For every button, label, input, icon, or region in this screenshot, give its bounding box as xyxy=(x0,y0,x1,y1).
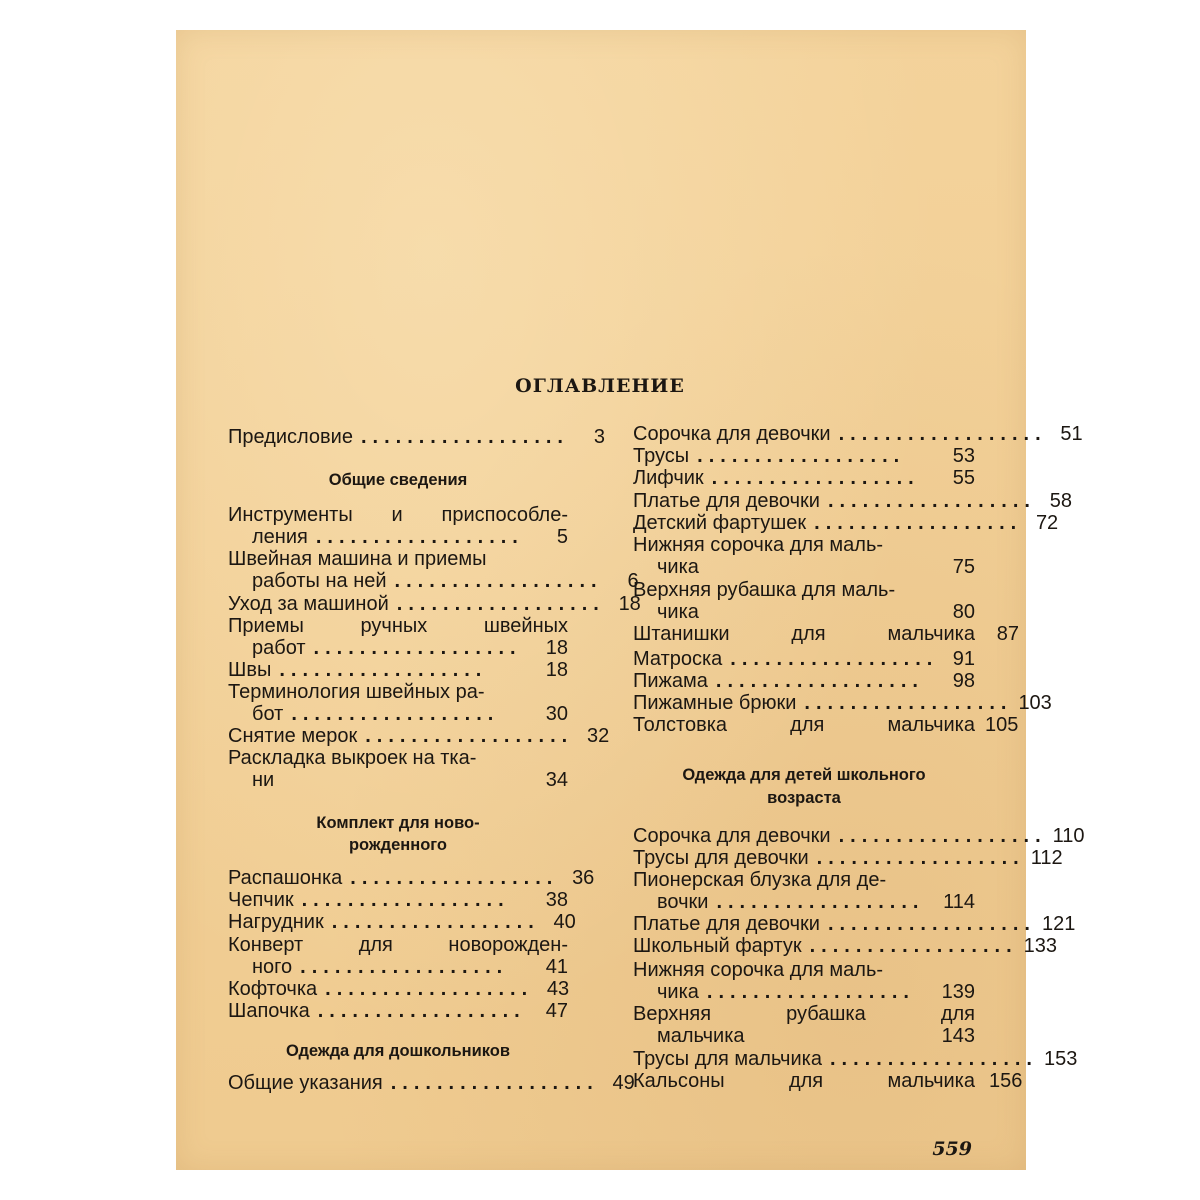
toc-entry: Сорочка для девочки .................. 51 xyxy=(633,423,1083,445)
toc-entry: Школьный фартук .................. 133 xyxy=(633,935,1058,957)
toc-entry: Верхняя рубашка для маль- xyxy=(633,579,896,601)
toc-entry: Инструменты и приспособле- xyxy=(228,504,568,526)
toc-heading: ОГЛАВЛЕНИЕ xyxy=(515,375,685,397)
toc-entry: Платье для девочки .................. 58 xyxy=(633,490,1072,512)
toc-entry: Детский фартушек .................. 72 xyxy=(633,512,1059,534)
toc-entry: Верхняя рубашка для xyxy=(633,1003,975,1025)
toc-entry: Трусы для мальчика .................. 153 xyxy=(633,1048,1078,1070)
toc-entry-cont: ни 34 xyxy=(252,769,568,791)
section-heading: Одежда для детей школьного xyxy=(682,766,926,784)
section-heading: Комплект для ново- xyxy=(316,814,480,832)
section-heading: Одежда для дошкольников xyxy=(286,1042,510,1060)
toc-entry-cont: ления .................. 5 xyxy=(252,526,568,548)
toc-entry: Трусы для девочки .................. 112 xyxy=(633,847,1063,869)
toc-entry-cont: бот .................. 30 xyxy=(252,703,568,725)
toc-entry: Швы .................. 18 xyxy=(228,659,568,681)
toc-entry: Терминология швейных ра- xyxy=(228,681,485,703)
toc-entry-cont: ного .................. 41 xyxy=(252,956,568,978)
toc-entry: Лифчик .................. 55 xyxy=(633,467,975,489)
toc-entry-cont: мальчика 143 xyxy=(657,1025,975,1047)
toc-entry-cont: чика 75 xyxy=(657,556,975,578)
toc-entry: Общие указания .................. 49 xyxy=(228,1072,635,1094)
toc-entry: Толстовка для мальчика 105 xyxy=(633,714,1019,736)
toc-entry: Пижамные брюки .................. 103 xyxy=(633,692,1052,714)
toc-entry: Трусы .................. 53 xyxy=(633,445,975,467)
toc-entry: Раскладка выкроек на тка- xyxy=(228,747,477,769)
toc-entry: Нижняя сорочка для маль- xyxy=(633,959,884,981)
toc-entry: Чепчик .................. 38 xyxy=(228,889,568,911)
toc-entry: Уход за машиной .................. 18 xyxy=(228,593,641,615)
toc-entry-cont: чика 80 xyxy=(657,601,975,623)
toc-entry: Шапочка .................. 47 xyxy=(228,1000,568,1022)
toc-entry: Нагрудник .................. 40 xyxy=(228,911,576,933)
toc-entry: Приемы ручных швейных xyxy=(228,615,568,637)
toc-entry: Пижама .................. 98 xyxy=(633,670,975,692)
toc-entry: Штанишки для мальчика 87 xyxy=(633,623,1019,645)
toc-entry: Распашонка .................. 36 xyxy=(228,867,595,889)
toc-entry-cont: работы на ней .................. 6 xyxy=(252,570,639,592)
toc-entry: Платье для девочки .................. 121 xyxy=(633,913,1076,935)
toc-entry: Кофточка .................. 43 xyxy=(228,978,570,1000)
section-heading-cont: рожденного xyxy=(348,836,448,854)
toc-entry: Конверт для новорожден- xyxy=(228,934,568,956)
toc-entry: Предисловие .................. 3 xyxy=(228,426,605,448)
toc-entry: Нижняя сорочка для маль- xyxy=(633,534,884,556)
toc-entry: Матроска .................. 91 xyxy=(633,648,975,670)
toc-entry-cont: вочки .................. 114 xyxy=(657,891,975,913)
toc-entry: Швейная машина и приемы xyxy=(228,548,487,570)
toc-entry: Сорочка для девочки .................. 110 xyxy=(633,825,1085,847)
section-heading-cont: возраста xyxy=(767,789,841,807)
toc-entry: Снятие мерок .................. 32 xyxy=(228,725,610,747)
toc-entry-cont: чика .................. 139 xyxy=(657,981,975,1003)
toc-entry-cont: работ .................. 18 xyxy=(252,637,568,659)
toc-entry: Пионерская блузка для де- xyxy=(633,869,887,891)
page-number: 559 xyxy=(932,1138,972,1160)
section-heading: Общие сведения xyxy=(328,471,468,489)
toc-entry: Кальсоны для мальчика 156 xyxy=(633,1070,1023,1092)
